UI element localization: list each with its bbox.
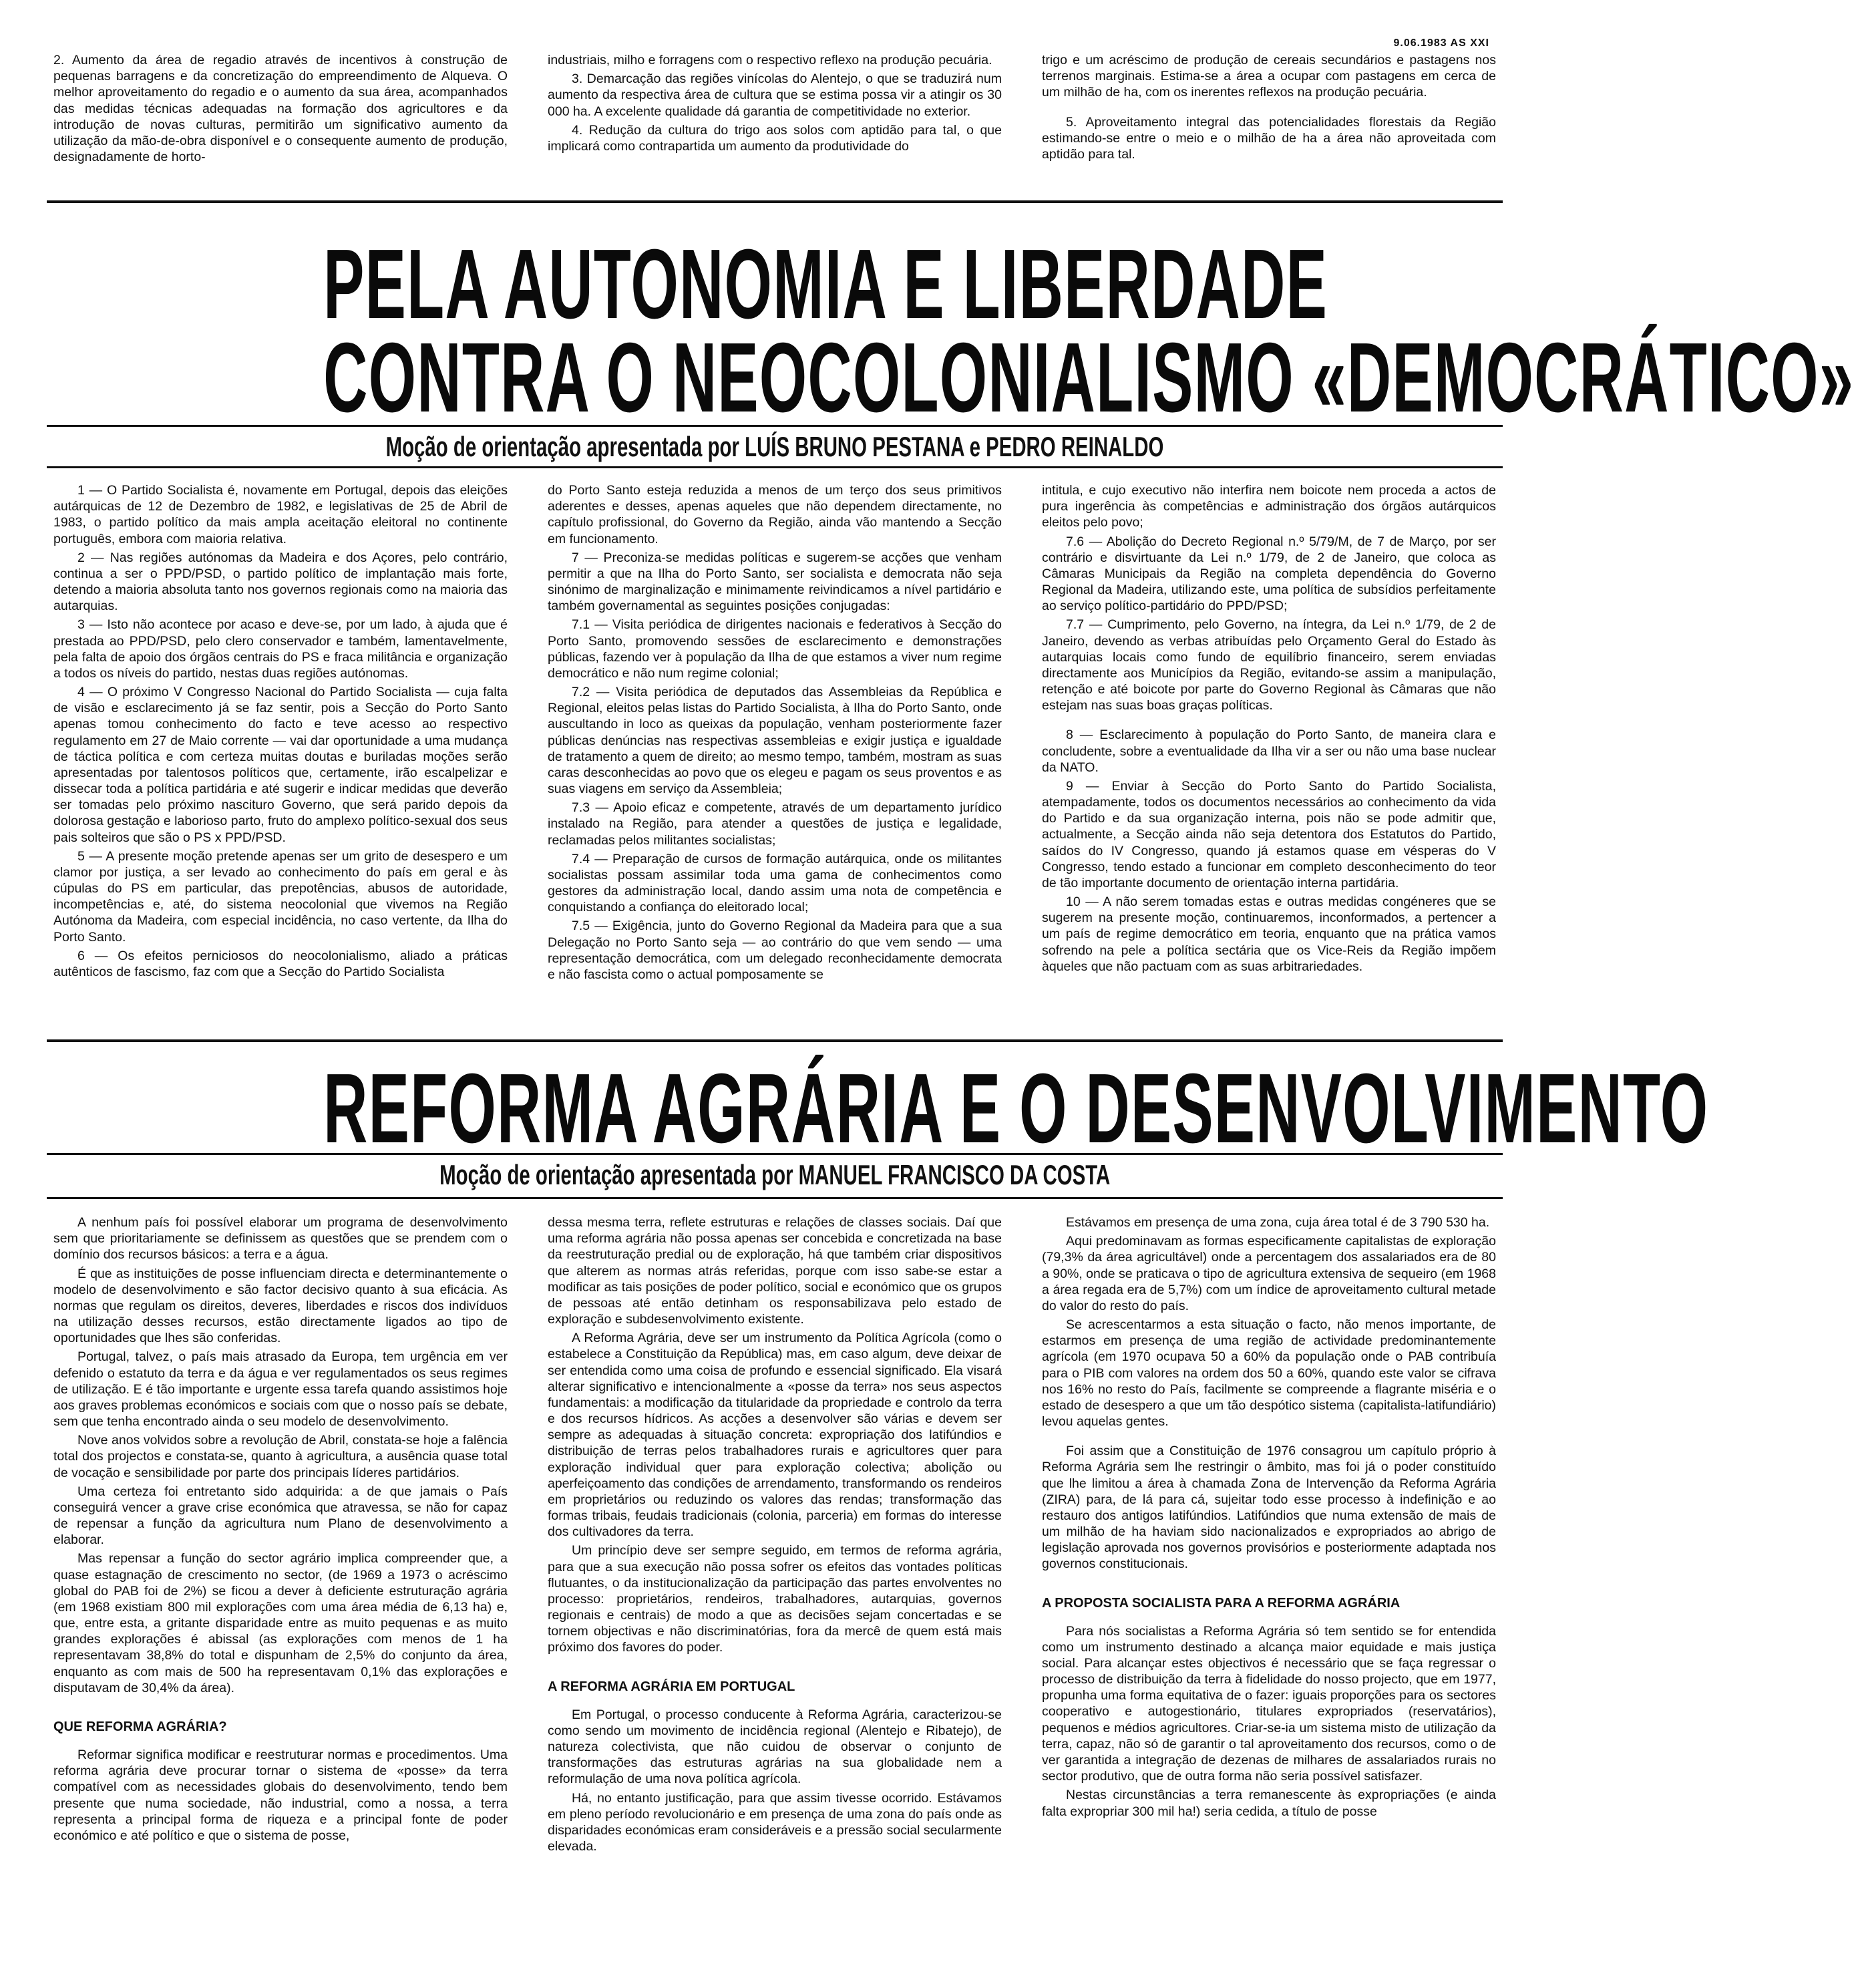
paragraph: 2 — Nas regiões autónomas da Madeira e dos Açores, pelo contrário, continua a ser o PPD/PSD, o partido político de implantação mais forte, detendo a maioria absoluta tanto nos governos regionais como na maioria das autarquias. [53, 550, 508, 614]
paragraph: Aqui predominavam as formas especificamente capitalistas de exploração (79,3% da área agricultável) onde a percentagem dos assalariados era de 80 a 90%, onde se praticava o tipo de agricultura extensiva de sequeiro (em 1968 a área regada era de 5,7%) com um índice de aproveitamento cultural metade do valor do resto do país. [1042, 1234, 1496, 1313]
top-column-1 [53, 52, 508, 186]
paragraph: 8 — Esclarecimento à população do Porto Santo, de maneira clara e concludente, sobre a eventualidade da Ilha vir a ser ou não uma base nuclear da NATO. [1042, 727, 1496, 775]
section-divider [47, 1039, 1503, 1042]
paragraph: Foi assim que a Constituição de 1976 consagrou um capítulo próprio à Reforma Agrária sem lhe restringir o âmbito, mas foi já o poder constituído que lhe limitou a área à chamada Zona de Intervenção da Reforma Agrária (ZIRA) para, de lá para cá, sujeitar todo esse processo à indefinição e ao restauro dos antigos latifúndios. Latifúndios que numa extensão de mais de um milhão de ha haviam sido nacionalizados e expropriados ao abrigo de legislação aprovada nos governos provisórios e posteriormente adaptada nos governos constitucionais. [1042, 1444, 1496, 1572]
paragraph: trigo e um acréscimo de produção de cereais secundários e pastagens nos terrenos marginais. Estima-se a área a ocupar com pastagens em cerca de um milhão de ha, com os inerentes reflexos na produção pecuária. [1042, 53, 1496, 100]
article1-byline [47, 433, 1503, 461]
paragraph: Estávamos em presença de uma zona, cuja área total é de 3 790 530 ha. [1066, 1215, 1490, 1230]
paragraph: Em Portugal, o processo conducente à Reforma Agrária, caracterizou-se como sendo um movimento de incidência regional (Alentejo e Ribatejo), de natureza colectivista, que não cuidou de observar o conjunto de transformações das estruturas agrárias na sua globalidade nem a reformulação de uma nova política agrícola. [548, 1707, 1002, 1787]
paragraph: A Reforma Agrária, deve ser um instrumento da Política Agrícola (como o estabelece a Constituição da República) mas, em caso algum, deve deixar de ser entendida como uma coisa de profundo e essencial significado. Ela visará alterar significativo e intencionalmente a «posse da terra» nos seus aspectos fundamentais: a modificação da titularidade da propriedade e controlo da terra e dos recursos hídricos. As acções a desenvolver são várias e devem ser sempre as adequadas à situação concreta: expropriação dos latifúndios e distribuição de terras pelos trabalhadores rurais e agricultores quer para exploração individual quer para exploração colectiva; abolição ou aperfeiçoamento das condições de arrendamento, transformando os rendeiros em proprietários ou reduzindo os valores das rendas; transformação das formas tribais, feudais tradicionais (colonia, parceria) em formas do interesse dos cultivadores da terra. [548, 1331, 1002, 1540]
paragraph: Nove anos volvidos sobre a revolução de Abril, constata-se hoje a falência total dos projectos e constata-se, quanto à agricultura, a ausência quase total de vocação e sensibilidade por parte dos principais líderes partidários. [53, 1433, 508, 1480]
paragraph: 4. Redução da cultura do trigo aos solos com aptidão para tal, o que implicará como contrapartida um aumento da produtividade do [548, 122, 1002, 154]
article1-byline-text: Moção de orientação apresentada por LUÍS BRUNO PESTANA e PEDRO REINALDO [385, 431, 1164, 462]
paragraph: Há, no entanto justificação, para que assim tivesse ocorrido. Estávamos em pleno período revolucionário e em presença de uma zona do país onde as disparidades económicas eram consideráveis e a pressão social secularmente elevada. [548, 1790, 1002, 1854]
section-heading: A PROPOSTA SOCIALISTA PARA A REFORMA AGRÁRIA [1042, 1595, 1401, 1611]
section-heading: QUE REFORMA AGRÁRIA? [53, 1719, 227, 1734]
headline-rule [47, 1153, 1503, 1155]
article2-byline-text: Moção de orientação apresentada por MANUEL FRANCISCO DA COSTA [439, 1159, 1111, 1190]
paragraph: 7.6 — Abolição do Decreto Regional n.º 5/79/M, de 7 de Março, por ser contrário e disvirtuante da Lei n.º 1/79, de 2 de Janeiro, que coloca as Câmaras Municipais da Região na completa dependência do Governo Regional da Madeira, utilizando este, uma política de subsídios perfeitamente ao serviço político-partidário do PPD/PSD; [1042, 534, 1496, 614]
article2-byline [47, 1161, 1503, 1189]
byline-rule [47, 1197, 1503, 1199]
article1-column-3 [1042, 482, 1496, 1030]
paragraph: 7.5 — Exigência, junto do Governo Regional da Madeira para que a sua Delegação no Porto Santo seja — ao contrário do que vem sendo — uma representação democrática, com um delegado reconhecidamente democrata e não fascista como o actual pomposamente se [548, 919, 1002, 982]
paragraph: 3 — Isto não acontece por acaso e deve-se, por um lado, à ajuda que é prestada ao PPD/PSD, pelo clero conservador e também, lamentavelmente, pela falta de apoio dos órgãos centrais do PS e fraca militância e organização a todos os níveis do partido, nestas duas regiões autónomas. [53, 617, 508, 681]
byline-rule [47, 466, 1503, 468]
paragraph: 7.1 — Visita periódica de dirigentes nacionais e federativos à Secção do Porto Santo, promovendo sessões de esclarecimento e demonstrações públicas, fazendo ver à população da Ilha de que estamos a viver num regime democrático e não num regime colonial; [548, 617, 1002, 681]
article1-headline [47, 229, 1503, 339]
article2-column-1 [53, 1214, 508, 1969]
paragraph: 5. Aproveitamento integral das potencialidades florestais da Região estimando-se entre o meio e o milhão de ha a área não aproveitada com aptidão para tal. [1042, 114, 1496, 162]
article2-column-2 [548, 1214, 1002, 1969]
article2-column-3 [1042, 1214, 1496, 1969]
paragraph: Para nós socialistas a Reforma Agrária só tem sentido se for entendida como um instrumento destinado a alcança maior equidade e mais justiça social. Para alcançar estes objectivos é necessário que se faça regressar o processo de distribuição da terra à fidelidade do nosso projecto, que em 1977, propunha uma forma equitativa de o fazer: iguais proporções para os sectores cooperativo e autogestionário, titulares expropriados (reservatários), pequenos e médios agricultores. Criar-se-ia um sistema misto de utilização da terra, capaz, não só de garantir o tal aproveitamento dos recursos, como o de ver garantida a integração de dezenas de milhares de assalariados rurais no sector produtivo, que de outra forma não seria possível satisfazer. [1042, 1623, 1496, 1784]
paragraph: 7 — Preconiza-se medidas políticas e sugerem-se acções que venham permitir a que na Ilha do Porto Santo, ser socialista e democrata não seja sinónimo de marginalização e minimamente reivindicamos a nível partidário e também governamental as seguintes posições conjugadas: [548, 550, 1002, 614]
paragraph: Nestas circunstâncias a terra remanescente às expropriações (e ainda falta expropriar 300 mil ha!) seria cedida, a título de posse [1042, 1788, 1496, 1819]
paragraph: 2. Aumento da área de regadio através de incentivos à construção de pequenas barragens e da concretização do empreendimento de Alqueva. O melhor aproveitamento do regadio e o aumento da sua área, acompanhados das medidas técnicas adequadas na formação dos agricultores e da introdução de novas culturas, permitirão um significativo aumento da utilização da mão-de-obra disponível e o consequente aumento de produção, designadamente de horto- [53, 53, 508, 165]
top-column-3 [1042, 52, 1496, 186]
top-column-2 [548, 52, 1002, 186]
paragraph: intitula, e cujo executivo não interfira nem boicote nem proceda a actos de pura ingerência às competências e administração dos órgãos autárquicos eleitos pelo povo; [1042, 483, 1496, 530]
paragraph: 10 — A não serem tomadas estas e outras medidas congéneres que se sugerem na presente moção, continuaremos, inconformados, a pertencer a um país de regime democrático em teoria, enquanto que na prática vamos sofrendo na pele a política sectária que os Vice-Reis da Região impõem àqueles que não pactuam com as suas arbitrariedades. [1042, 894, 1496, 974]
section-heading: A REFORMA AGRÁRIA EM PORTUGAL [548, 1679, 795, 1694]
paragraph: 7.4 — Preparação de cursos de formação autárquica, onde os militantes socialistas possam assimilar toda uma gama de conhecimentos como gestores da administração local, dando assim uma nota de competência e conquistando a confiança do eleitorado local; [548, 851, 1002, 915]
paragraph: do Porto Santo esteja reduzida a menos de um terço dos seus primitivos aderentes e desses, apenas aqueles que não dependem directamente, no capítulo profissional, do Governo da Região, ainda vão mantendo a Secção em funcionamento. [548, 483, 1002, 546]
article1-headline-line2: CONTRA O NEOCOLONIALISMO «DEMOCRÁTICO» [323, 323, 1854, 433]
page-date-label: 9.06.1983 AS XXI [1393, 37, 1489, 49]
paragraph: 5 — A presente moção pretende apenas ser um grito de desespero e um clamor por justiça, a ser levado ao conhecimento do país em geral e às cúpulas do PS em particular, das prepotências, abusos de autoridade, incompetências e, até, do sistema neocolonial que vivemos na Região Autónoma da Madeira, com especial incidência, no caso vertente, da Ilha do Porto Santo. [53, 848, 508, 945]
paragraph: 4 — O próximo V Congresso Nacional do Partido Socialista — cuja falta de visão e esclarecimento já se faz sentir, pois a Secção do Porto Santo apenas tomou conhecimento do facto e teve acesso ao respectivo regulamento em 27 de Maio corrente — vai dar oportunidade a uma mudança de táctica política e com certeza muitas doutas e buriladas moções serão apresentadas por talentosos políticos que, certamente, irão escalpelizar e dissecar toda a política partidária e até sugerir e indicar medidas que deverão ser tomadas pelo próximo nascituro Governo, que será parido depois da dolorosa gestação e laborioso parto, fruto do amplexo político-sexual dos seus pais solteiros que são o PS x PPD/PSD. [53, 685, 508, 845]
article1-body [53, 482, 1496, 1030]
paragraph: 6 — Os efeitos perniciosos do neocolonialismo, aliado a práticas autênticos de fascismo, faz com que a Secção do Partido Socialista [53, 948, 508, 979]
paragraph: industriais, milho e forragens com o respectivo reflexo na produção pecuária. [548, 53, 992, 67]
article1-headline-row2 [47, 323, 1854, 433]
paragraph: 7.3 — Apoio eficaz e competente, através de um departamento jurídico instalado na Região, para atender a questões de justiça e legalidade, reclamadas pelos militantes socialistas; [548, 800, 1002, 848]
paragraph: Uma certeza foi entretanto sido adquirida: a de que jamais o País conseguirá vencer a grave crise económica que atravessa, se não for capaz de repensar a função da agricultura num Plano de desenvolvimento a elaborar. [53, 1484, 508, 1548]
top-continuation-section [53, 52, 1496, 186]
paragraph: A nenhum país foi possível elaborar um programa de desenvolvimento sem que prioritariamente se definissem as questões que se prendem com o domínio dos recursos básicos: a terra e a água. [53, 1215, 508, 1263]
article2-headline-text: REFORMA AGRÁRIA E O DESENVOLVIMENTO [323, 1053, 1709, 1164]
paragraph: 3. Demarcação das regiões vinícolas do Alentejo, o que se traduzirá num aumento da respectiva área de cultura que se estima possa vir a atingir os 30 000 ha. A excelente qualidade dá garantia de competitividade no exterior. [548, 71, 1002, 119]
paragraph: Mas repensar a função do sector agrário implica compreender que, a quase estagnação de crescimento no sector, (de 1969 a 1973 o acréscimo global do PAB foi de 2%) se ficou a dever à deficiente estruturação agrária (em 1968 existiam 800 mil explorações com uma área média de 6,13 ha) e, que, entre esta, a gritante disparidade entre as muito pequenas e as muito grandes explorações é abissal (as explorações com menos de 1 ha representavam 38,8% do total e dispunham de 2,5% do conjunto da área, enquanto as com mais de 500 ha representavam 0,1% das explorações e disputavam de 30,4% da área). [53, 1551, 508, 1695]
paragraph: 7.7 — Cumprimento, pelo Governo, na íntegra, da Lei n.º 1/79, de 2 de Janeiro, devendo as verbas atribuídas pelo Orçamento Geral do Estado às autarquias locais como fundo de equilíbrio financeiro, serem enviadas directamente aos Municípios da Região, evitando-se assim a manipulação, retenção e até boicote por parte do Governo Regional às Câmaras que não estejam nas suas boas graças políticas. [1042, 617, 1496, 713]
article2-body [53, 1214, 1496, 1969]
section-divider [47, 200, 1503, 203]
headline-rule [47, 425, 1503, 427]
paragraph: dessa mesma terra, reflete estruturas e relações de classes sociais. Daí que uma reforma agrária não possa apenas ser concebida e concretizada na base da reestruturação predial ou de exploração, há que também criar dispositivos que alterem as normas atrás referidas, porque com isso sabe-se estar a modificar as tais posições de poder político, social e económico que os grupos de pessoas até então detinham os responsabilizava pelo estado de exploração e subdesenvolvimento existente. [548, 1215, 1002, 1327]
article2-headline [47, 1053, 1709, 1164]
article1-column-1 [53, 482, 508, 1030]
paragraph: É que as instituições de posse influenciam directa e determinantemente o modelo de desenvolvimento e são factor decisivo quanto à sua eficácia. As normas que regulam os direitos, deveres, liberdades e riscos dos indivíduos na utilização desses recursos, estão directamente ligados ao tipo de oportunidades que lhes são conferidas. [53, 1266, 508, 1346]
paragraph: Um princípio deve ser sempre seguido, em termos de reforma agrária, para que a sua execução não possa sofrer os efeitos das vontades políticas flutuantes, o da institucionalização da participação das partes envolventes no processo: proprietários, rendeiros, trabalhadores, autarquias, governos regionais e centrais) de modo a que as decisões sejam concertadas e se tornem objectivas e não discriminatórias, fora da mercê de quem está mais próximo dos favores do poder. [548, 1543, 1002, 1655]
paragraph: 7.2 — Visita periódica de deputados das Assembleias da República e Regional, eleitos pelas listas do Partido Socialista, à Ilha do Porto Santo, onde auscultando in loco as queixas da população, venham posteriormente fazer públicas denúncias nas respectivas assembleias e exigir justiça e igualdade de tratamento a quem de direito; ao mesmo tempo, também, mostram as suas caras desconhecidas ao povo que os elegeu e pagam os seus proventos e as suas viagens em serviço da Assembleia; [548, 685, 1002, 797]
paragraph: 9 — Enviar à Secção do Porto Santo do Partido Socialista, atempadamente, todos os documentos necessários ao conhecimento da vida do Partido e da sua organização interna, pois não se pode admitir que, actualmente, a Secção ainda não seja detentora dos Estatutos do Partido, saídos do IV Congresso, quando já estamos quase em vésperas do V Congresso, tendo estado a funcionar em completo desconhecimento do teor de tão importante documento de orientação interna partidária. [1042, 778, 1496, 890]
article1-column-2 [548, 482, 1002, 1030]
paragraph: Reformar significa modificar e reestruturar normas e procedimentos. Uma reforma agrária deve procurar tornar o sistema de «posse» da terra compatível com as necessidades globais do desenvolvimento, tendo bem presente que numa sociedade, não industrial, como a nossa, a terra representa a principal forma de riqueza e a principal fonte de poder económico e até político e que o sistema de posse, [53, 1747, 508, 1843]
paragraph: Portugal, talvez, o país mais atrasado da Europa, tem urgência em ver defenido o estatuto da terra e da água e ver regulamentados os seus regimes de utilização. E é tão importante e urgente essa tarefa quando assistimos hoje aos graves problemas económicos e sociais com que o nosso país se debate, sem que tenha encontrado ainda o seu modelo de desenvolvimento. [53, 1349, 508, 1430]
paragraph: 1 — O Partido Socialista é, novamente em Portugal, depois das eleições autárquicas de 12 de Dezembro de 1982, e legislativas de 25 de Abril de 1983, o partido político da mais ampla aceitação eleitoral no continente português, embora com maioria relativa. [53, 483, 508, 546]
article1-headline-line1: PELA AUTONOMIA E LIBERDADE [323, 229, 1328, 339]
paragraph: Se acrescentarmos a esta situação o facto, não menos importante, de estarmos em presença de uma região de actividade predominantemente agrícola (em 1970 ocupava 50 a 60% da população onde o PAB contribuía para o PIB com valores na ordem dos 50 a 60%, quando este valor se cifrava nos 16% no resto do País, facilmente se compreende a flagrante miséria e o estado de desespero a que um tão despótico sistema (capitalista-latifundiário) levou aquelas gentes. [1042, 1317, 1496, 1430]
